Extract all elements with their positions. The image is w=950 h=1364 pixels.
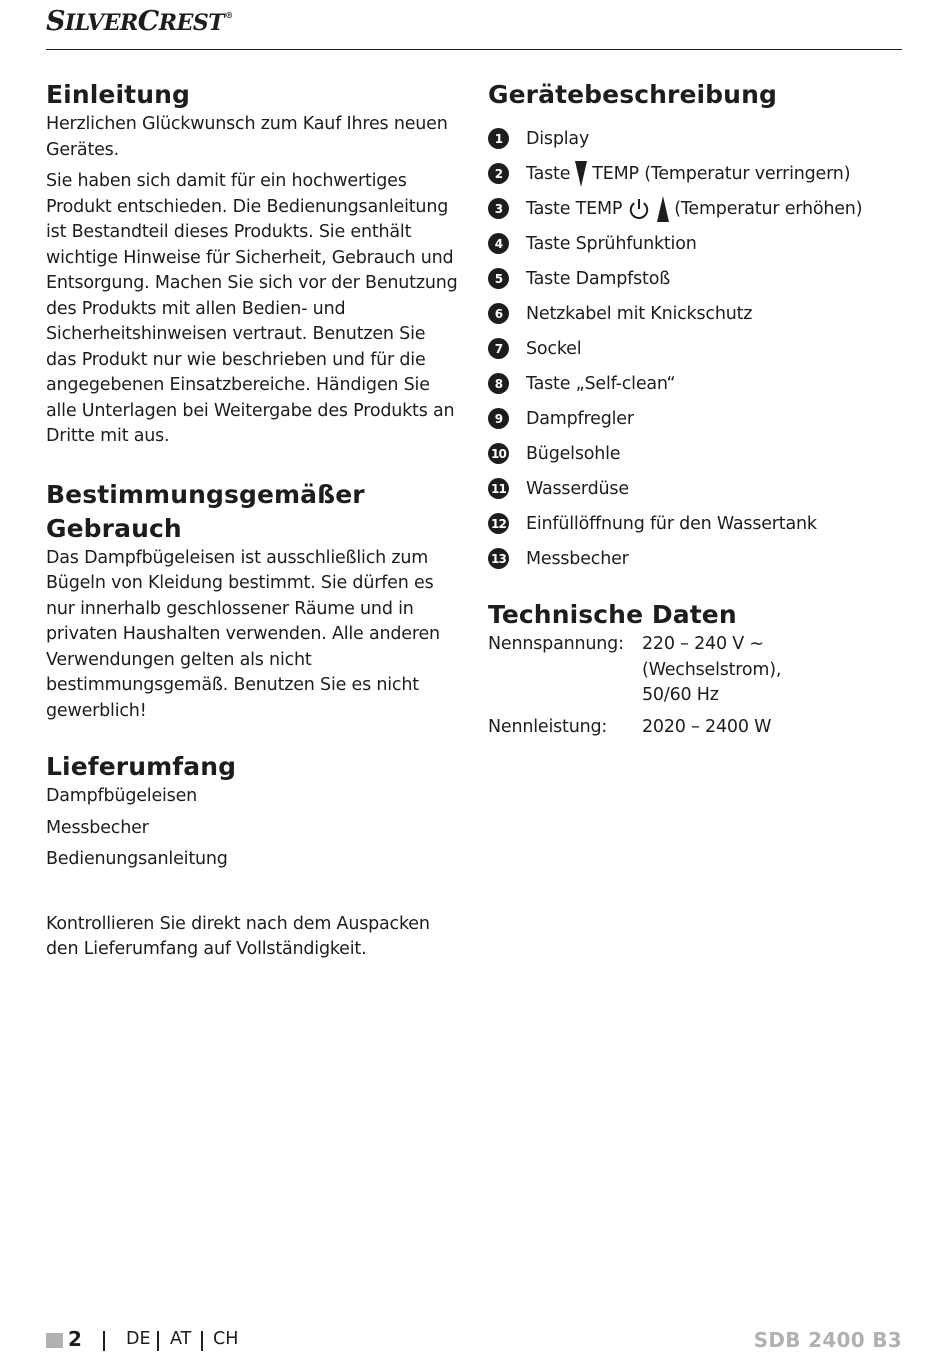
list-item: 9 Dampfregler (488, 401, 908, 436)
list-item: 13 Messbecher (488, 541, 908, 576)
delivery-item: Messbecher (46, 817, 149, 838)
list-item: 11 Wasserdüse (488, 471, 908, 506)
number-badge: 3 (488, 198, 509, 219)
intro-paragraph-1: Herzlichen Glückwunsch zum Kauf Ihres neuen Gerätes. (46, 114, 448, 160)
footer-square-marker (46, 1333, 63, 1348)
intended-use-paragraph: Das Dampfbügeleisen ist ausschließlich zum Bügeln von Kleidung bestimmt. Sie dürfen es nur innerhalb geschlossener Räume und in privaten Haushalten verwenden. Alle anderen Verwendungen gelten als nicht bestimmungsgemäß. Benutzen Sie es nicht gewerblich! (46, 547, 440, 721)
page-header (46, 0, 902, 50)
page-number: 2 (68, 1327, 82, 1351)
list-item: 4 Taste Sprühfunktion (488, 226, 908, 261)
heading-device-description: Gerätebeschreibung (488, 80, 777, 109)
number-badge: 9 (488, 408, 509, 429)
power-icon (628, 198, 650, 220)
spec-row-power (488, 715, 908, 741)
list-item: 2 Taste TEMP (Temperatur verringern) (488, 156, 908, 191)
country-code: CH (213, 1329, 239, 1349)
delivery-item: Bedienungsanleitung (46, 849, 228, 869)
heading-introduction: Einleitung (46, 80, 190, 109)
section-intended-use (46, 478, 458, 725)
footer-divider (157, 1331, 159, 1351)
heading-technical-data: Technische Daten (488, 600, 737, 629)
list-item: 7 Sockel (488, 331, 908, 366)
number-badge: 6 (488, 303, 509, 324)
footer-divider (201, 1331, 203, 1351)
number-badge: 13 (488, 548, 509, 569)
section-technical-data (488, 598, 908, 740)
number-badge: 2 (488, 163, 509, 184)
heading-scope-of-delivery: Lieferumfang (46, 752, 237, 781)
list-item: 10 Bügelsohle (488, 436, 908, 471)
spec-row-voltage (488, 632, 908, 709)
list-item: 12 Einfüllöffnung für den Wassertank (488, 506, 908, 541)
number-badge: 12 (488, 513, 509, 534)
spec-value: 2020 – 2400 W (642, 716, 772, 737)
triangle-up-icon (657, 196, 669, 222)
list-item: 5 Taste Dampfstoß (488, 261, 908, 296)
number-badge: 4 (488, 233, 509, 254)
section-introduction (46, 78, 458, 450)
page-footer (46, 1326, 902, 1356)
brand-logo: SILVERCREST® (46, 6, 233, 37)
delivery-note: Kontrollieren Sie direkt nach dem Auspacken den Lieferumfang auf Vollständigkeit. (46, 913, 430, 959)
model-number: SDB 2400 B3 (753, 1328, 902, 1352)
footer-divider (103, 1331, 105, 1351)
spec-value: 220 – 240 V ∼ (Wechselstrom), 50/60 Hz (642, 634, 782, 705)
left-column (46, 78, 458, 963)
spec-label: Nennleistung: (488, 716, 608, 737)
list-item: 8 Taste „Self-clean“ (488, 366, 908, 401)
delivery-item: Dampfbügeleisen (46, 786, 198, 806)
number-badge: 11 (488, 478, 509, 499)
number-badge: 8 (488, 373, 509, 394)
section-scope-of-delivery (46, 750, 458, 963)
list-item: 6 Netzkabel mit Knickschutz (488, 296, 908, 331)
parts-list (488, 121, 908, 576)
section-device-description (488, 78, 908, 576)
spec-label: Nennspannung: (488, 634, 624, 654)
number-badge: 7 (488, 338, 509, 359)
right-column (488, 78, 908, 740)
intro-paragraph-2: Sie haben sich damit für ein hochwertiges Produkt entschieden. Die Bedienungsanleitung ist Bestandteil dieses Produkts. Sie enthält wichtige Hinweise für Sicherheit, Gebrauch und Entsorgung. Machen Sie sich vor der Benutzung des Produkts mit allen Bedien- und Sicherheitshinweisen vertraut. Benutzen Sie das Produkt nur wie beschrieben und für die angegebenen Einsatzbereiche. Händigen Sie alle Unterlagen bei Weitergabe des Produkts an Dritte mit aus. (46, 171, 458, 446)
number-badge: 5 (488, 268, 509, 289)
heading-intended-use: Bestimmungsgemäßer Gebrauch (46, 479, 365, 543)
country-code: AT (170, 1329, 192, 1349)
number-badge: 10 (488, 443, 509, 464)
triangle-down-icon (575, 161, 587, 187)
list-item: 3 Taste TEMP (Temperatur erhöhen) (488, 191, 908, 226)
number-badge: 1 (488, 128, 509, 149)
country-code: DE (126, 1329, 151, 1349)
list-item: 1 Display (488, 121, 908, 156)
